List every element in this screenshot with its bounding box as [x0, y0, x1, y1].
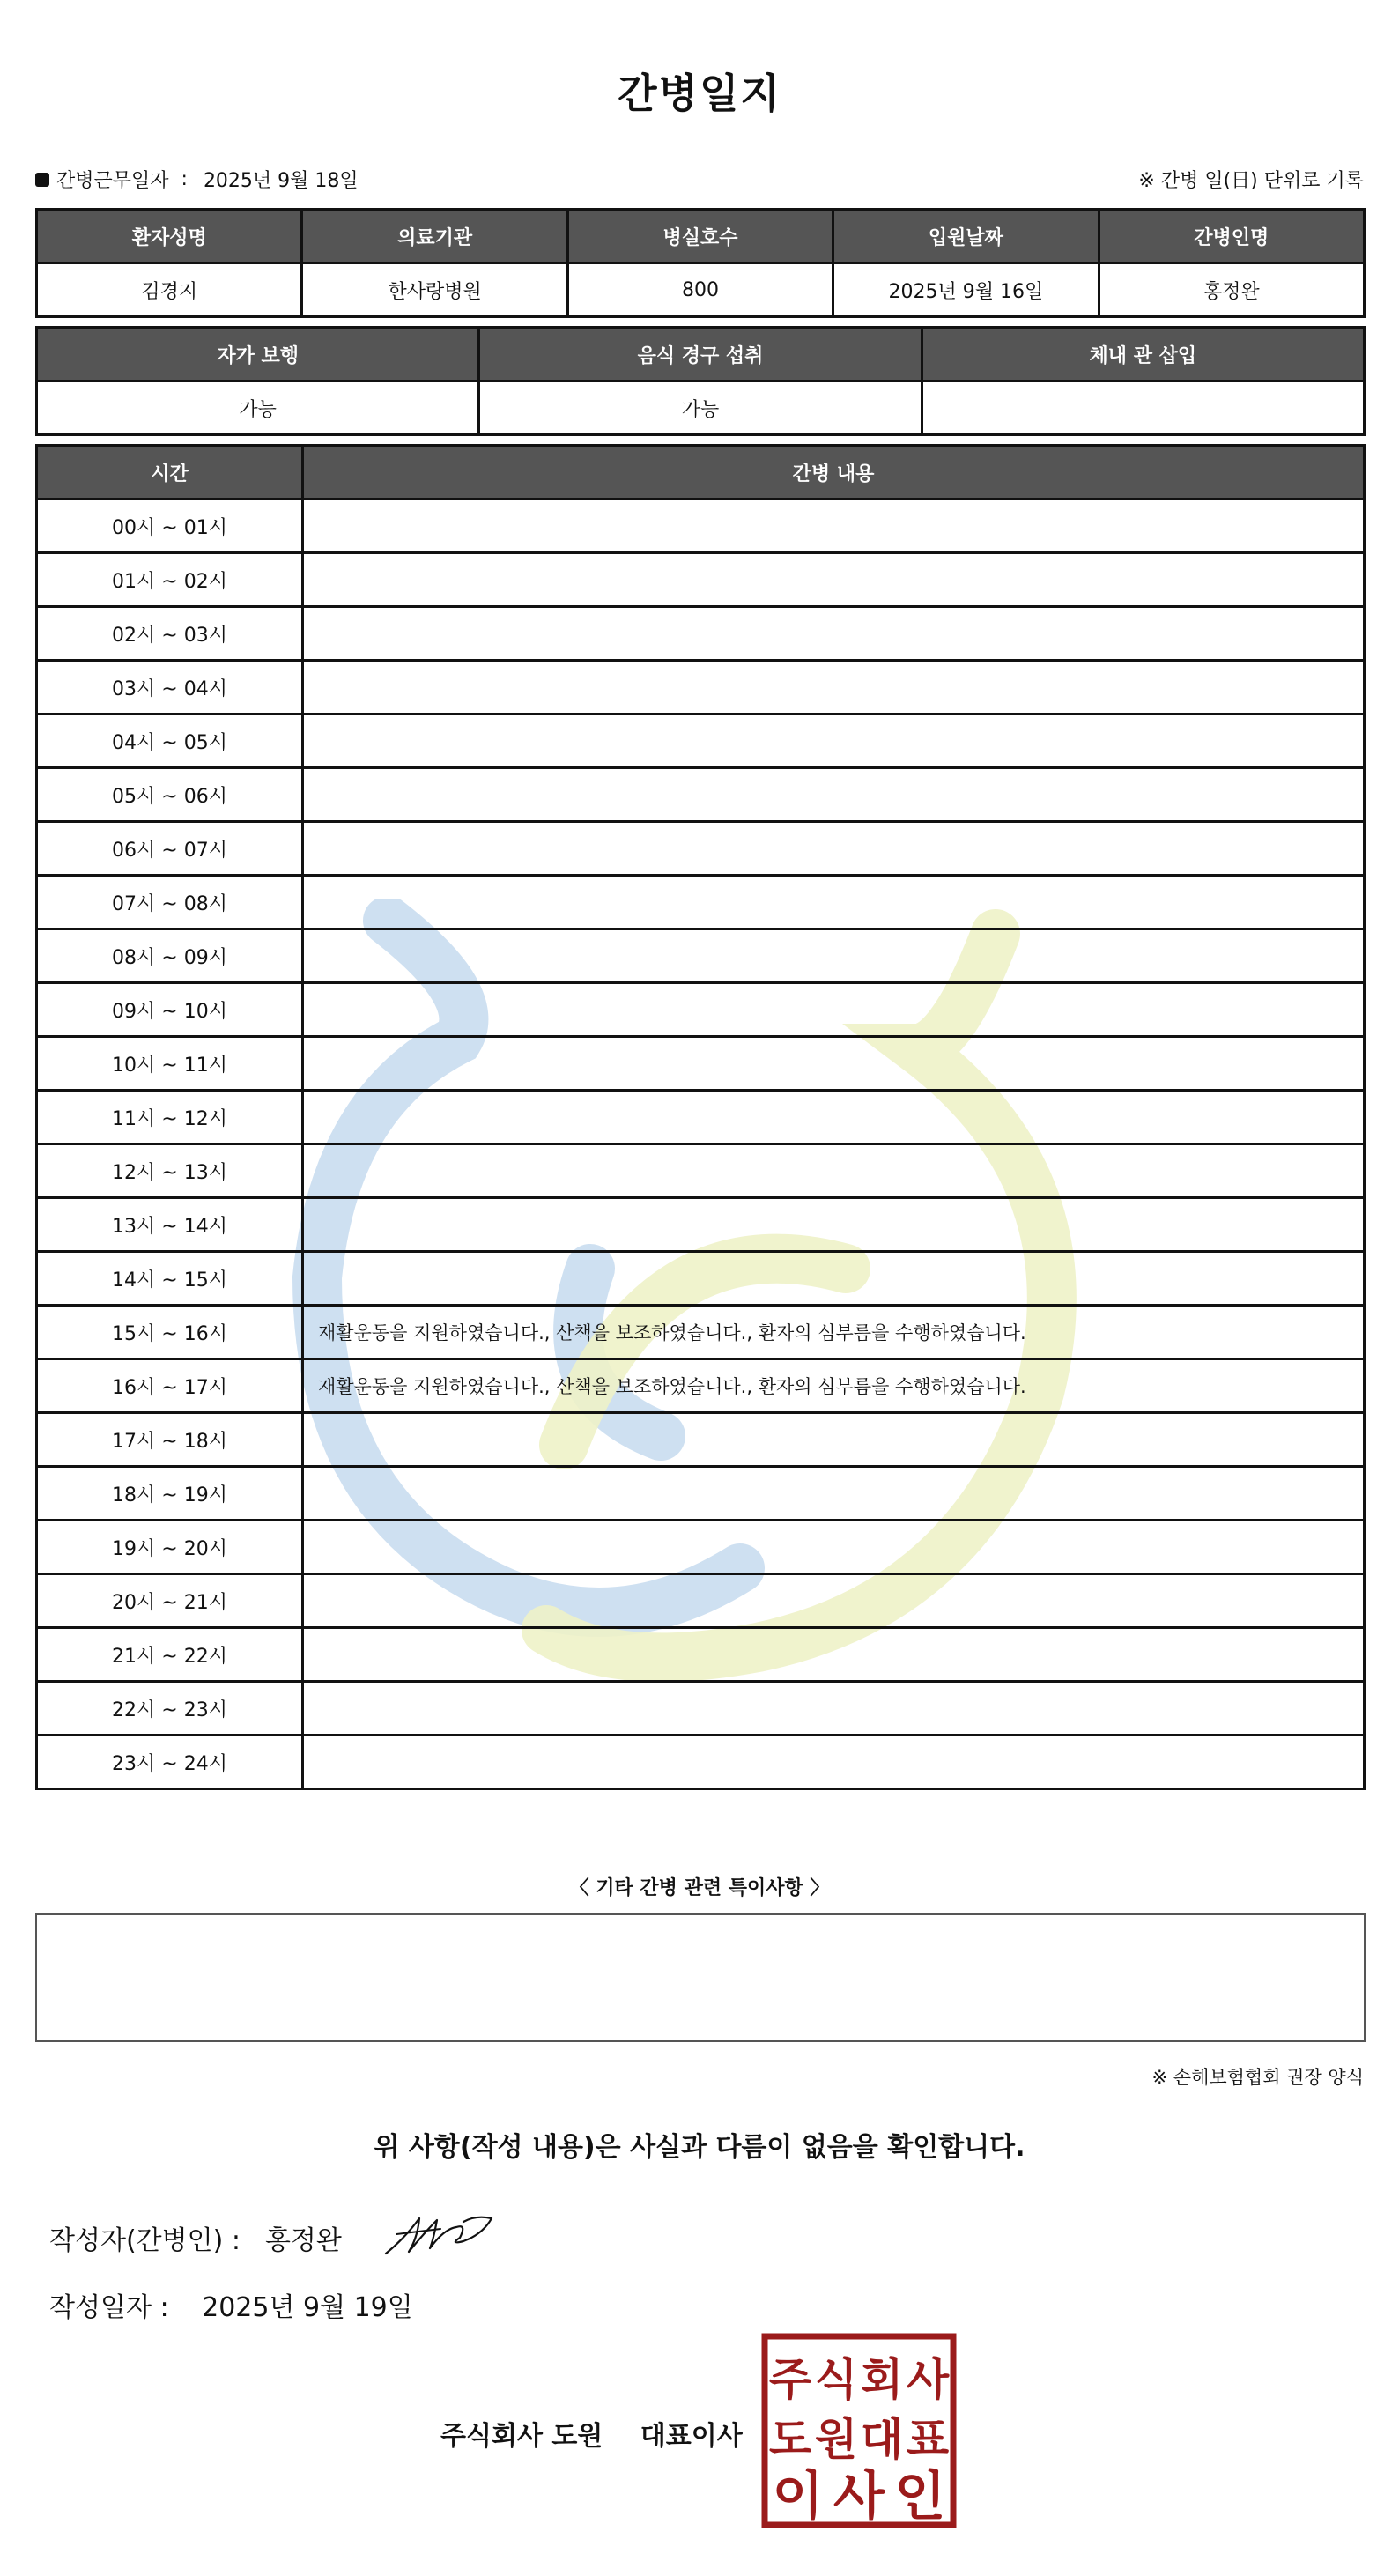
caregiver-name: 홍정완 [1099, 263, 1364, 317]
care-content [303, 929, 1365, 983]
seal-glyph: 인 [894, 2466, 946, 2528]
time-slot: 06시 ~ 07시 [37, 822, 303, 876]
time-slot: 08시 ~ 09시 [37, 929, 303, 983]
time-slot: 10시 ~ 11시 [37, 1037, 303, 1091]
time-slot: 19시 ~ 20시 [37, 1521, 303, 1574]
company-name: 주식회사 도원 [440, 2421, 603, 2452]
table-row [37, 1682, 1365, 1736]
table-row [37, 607, 1365, 661]
care-log-table [35, 444, 1366, 1790]
care-content: 재활운동을 지원하였습니다., 산책을 보조하였습니다., 환자의 심부름을 수행하였습니다. [303, 1359, 1365, 1413]
care-content [303, 768, 1365, 822]
time-slot: 00시 ~ 01시 [37, 500, 303, 553]
time-slot: 17시 ~ 18시 [37, 1413, 303, 1467]
time-slot: 20시 ~ 21시 [37, 1574, 303, 1628]
time-slot: 07시 ~ 08시 [37, 876, 303, 929]
table-row [37, 1467, 1365, 1521]
header-hospital: 의료기관 [302, 210, 567, 263]
table-row [37, 1037, 1365, 1091]
oral-intake-value: 가능 [479, 381, 922, 435]
table-row [37, 1574, 1365, 1628]
care-content [303, 1091, 1365, 1144]
time-slot: 23시 ~ 24시 [37, 1736, 303, 1789]
care-content [303, 714, 1365, 768]
handwritten-signature [379, 2202, 502, 2264]
table-row [37, 929, 1365, 983]
author-label: 작성자(간병인) : [49, 2225, 241, 2256]
table-row [37, 983, 1365, 1037]
seal-glyph: 도 [768, 2414, 812, 2465]
table-row [37, 1252, 1365, 1306]
care-content [303, 553, 1365, 607]
time-slot: 21시 ~ 22시 [37, 1628, 303, 1682]
care-content [303, 500, 1365, 553]
table-row [37, 768, 1365, 822]
care-content [303, 822, 1365, 876]
unit-note: ※ 간병 일(日) 단위로 기록 [1138, 170, 1364, 192]
header-walking: 자가 보행 [37, 328, 479, 381]
table-row [37, 263, 1365, 317]
care-content [303, 1413, 1365, 1467]
author-line [49, 2218, 342, 2257]
work-date-label: 간병근무일자 [56, 170, 169, 192]
time-slot: 16시 ~ 17시 [37, 1359, 303, 1413]
time-slot: 18시 ~ 19시 [37, 1467, 303, 1521]
seal-glyph: 사 [906, 2354, 950, 2405]
care-content [303, 983, 1365, 1037]
care-content [303, 1736, 1365, 1789]
time-slot: 15시 ~ 16시 [37, 1306, 303, 1359]
care-content [303, 1037, 1365, 1091]
time-slot: 05시 ~ 06시 [37, 768, 303, 822]
seal-glyph: 이 [772, 2466, 824, 2528]
time-slot: 11시 ~ 12시 [37, 1091, 303, 1144]
page-title: 간병일지 [618, 70, 781, 117]
seal-glyph: 대 [860, 2414, 904, 2465]
work-date [35, 166, 359, 193]
header-oral-intake: 음식 경구 섭취 [479, 328, 922, 381]
header-tube-insertion: 체내 관 삽입 [922, 328, 1364, 381]
work-date-value: 2025년 9월 18일 [203, 170, 359, 192]
table-row [37, 1413, 1365, 1467]
time-slot: 03시 ~ 04시 [37, 661, 303, 714]
table-row [37, 381, 1365, 435]
seal-glyph: 표 [906, 2414, 950, 2465]
table-row [37, 1091, 1365, 1144]
special-notes-title: 〈 기타 간병 관련 특이사항 〉 [569, 1877, 830, 1899]
care-content [303, 1252, 1365, 1306]
care-content [303, 1467, 1365, 1521]
hospital: 한사랑병원 [302, 263, 567, 317]
care-content [303, 1574, 1365, 1628]
table-row [37, 500, 1365, 553]
time-slot: 22시 ~ 23시 [37, 1682, 303, 1736]
time-slot: 02시 ~ 03시 [37, 607, 303, 661]
care-content [303, 607, 1365, 661]
table-row [37, 1198, 1365, 1252]
tube-insertion-value [922, 381, 1364, 435]
table-row [37, 661, 1365, 714]
admission-date: 2025년 9월 16일 [833, 263, 1099, 317]
header-care-content: 간병 내용 [303, 446, 1365, 500]
care-content [303, 1682, 1365, 1736]
company-seal-stamp [759, 2331, 959, 2530]
written-date-label: 작성일자 : [49, 2292, 169, 2323]
patient-info-table [35, 208, 1366, 318]
header-patient-name: 환자성명 [37, 210, 302, 263]
room-number: 800 [567, 263, 833, 317]
time-slot: 01시 ~ 02시 [37, 553, 303, 607]
author-name: 홍정완 [264, 2225, 342, 2256]
bullet-square-icon [35, 173, 49, 187]
seal-glyph: 식 [814, 2354, 858, 2405]
table-row [37, 714, 1365, 768]
table-header-row [37, 210, 1365, 263]
company-line [440, 2414, 743, 2453]
table-row [37, 1306, 1365, 1359]
table-row [37, 1628, 1365, 1682]
time-slot: 14시 ~ 15시 [37, 1252, 303, 1306]
header-caregiver: 간병인명 [1099, 210, 1364, 263]
time-slot: 09시 ~ 10시 [37, 983, 303, 1037]
care-content [303, 661, 1365, 714]
special-notes-box [35, 1913, 1366, 2042]
patient-status-table [35, 326, 1366, 436]
care-content [303, 1144, 1365, 1198]
seal-glyph: 주 [768, 2354, 812, 2405]
seal-glyph: 원 [814, 2414, 858, 2465]
table-row [37, 553, 1365, 607]
care-content [303, 1521, 1365, 1574]
written-date-line [49, 2285, 413, 2324]
company-role: 대표이사 [640, 2421, 743, 2452]
care-content [303, 1198, 1365, 1252]
recommendation-note: ※ 손해보험협회 권장 양식 [1151, 2067, 1364, 2088]
written-date-value: 2025년 9월 19일 [202, 2292, 413, 2323]
header-time: 시간 [37, 446, 303, 500]
seal-glyph: 회 [860, 2354, 904, 2405]
table-row [37, 822, 1365, 876]
header-admission-date: 입원날짜 [833, 210, 1099, 263]
table-row [37, 1359, 1365, 1413]
table-row [37, 1521, 1365, 1574]
seal-glyph: 사 [833, 2466, 885, 2528]
care-content: 재활운동을 지원하였습니다., 산책을 보조하였습니다., 환자의 심부름을 수행하였습니다. [303, 1306, 1365, 1359]
walking-value: 가능 [37, 381, 479, 435]
table-header-row [37, 328, 1365, 381]
table-row [37, 876, 1365, 929]
patient-name: 김경지 [37, 263, 302, 317]
care-log-body [37, 500, 1365, 1789]
time-slot: 12시 ~ 13시 [37, 1144, 303, 1198]
care-content [303, 876, 1365, 929]
confirmation-statement: 위 사항(작성 내용)은 사실과 다름이 없음을 확인합니다. [374, 2132, 1025, 2163]
table-row [37, 1736, 1365, 1789]
time-slot: 13시 ~ 14시 [37, 1198, 303, 1252]
time-slot: 04시 ~ 05시 [37, 714, 303, 768]
header-room: 병실호수 [567, 210, 833, 263]
care-content [303, 1628, 1365, 1682]
work-date-separator: : [181, 168, 188, 190]
table-row [37, 1144, 1365, 1198]
table-header-row [37, 446, 1365, 500]
